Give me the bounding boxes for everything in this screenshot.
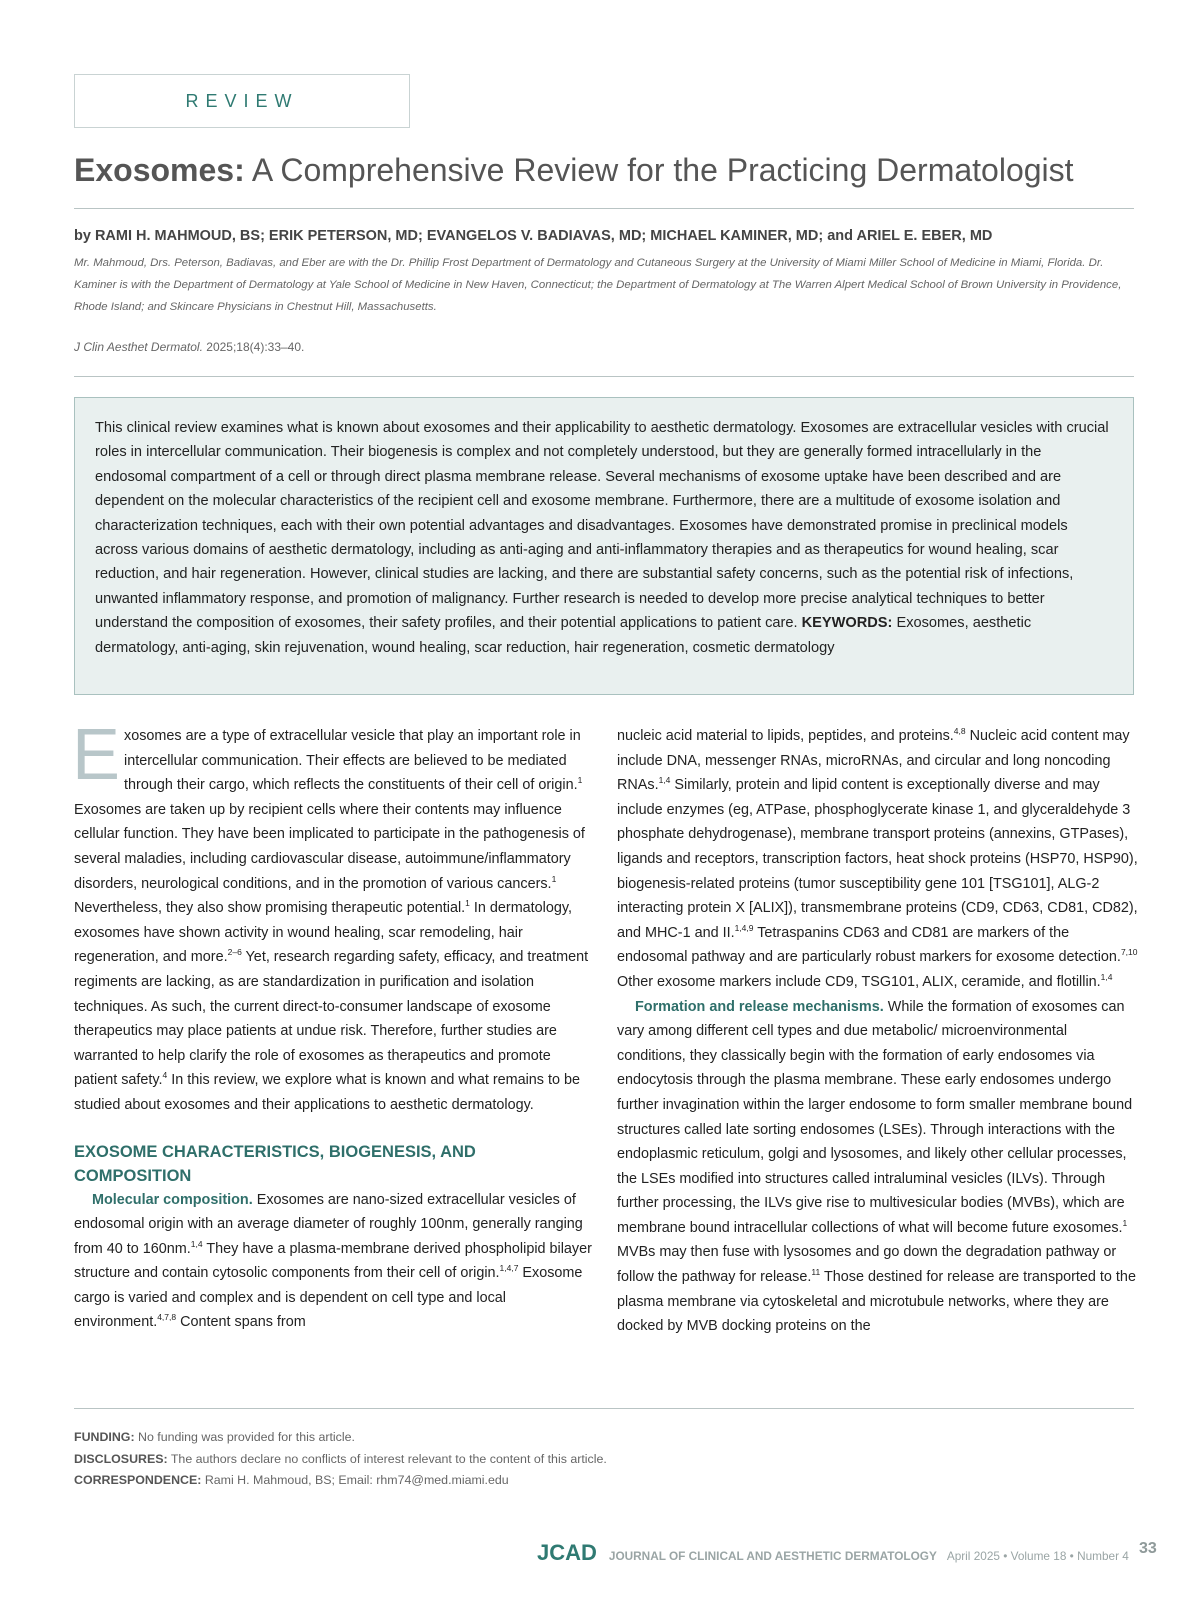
reference-superscript: 2–6 — [227, 947, 242, 958]
citation-journal: J Clin Aesthet Dermatol. — [74, 340, 203, 354]
composition-continued-paragraph — [617, 724, 1138, 995]
article-type-label: REVIEW — [185, 90, 299, 111]
article-title-rest: A Comprehensive Review for the Practicing Dermatologist — [244, 152, 1074, 188]
body-text: Other exosome markers include CD9, TSG101, ALIX, ceramide, and flotillin. — [617, 973, 1101, 990]
funding-text: No funding was provided for this article. — [134, 1430, 355, 1444]
keywords-label: KEYWORDS: — [801, 615, 893, 632]
body-text: xosomes are a type of extracellular vesicle that play an important role in intercellular communication. Their effects are believed to be mediated through their cargo, which reflects the constituents of their cell of origin. — [124, 728, 581, 794]
disclosures-text: The authors declare no conflicts of interest relevant to the content of this article. — [167, 1451, 607, 1466]
citation — [74, 340, 304, 354]
disclosures-note — [74, 1449, 607, 1471]
header-divider — [74, 376, 1134, 377]
body-text: Exosomes are taken up by recipient cells where their contents may influence cellular function. They have been implicated to participate in the pathogenesis of several maladies, including cardiovascular disease, autoimmune/inflammatory disorders, neurological conditions, and in the promotion of various cancers. — [74, 801, 585, 892]
article-type-label-box — [74, 74, 410, 128]
body-text: While the formation of exosomes can vary among different cell types and due metabolic/ microenvironmental conditions, they classically begin with the formation of early endosomes via endocytosis through the plasma membrane. These early endosomes undergo further invagination within the larger endosome to form smaller membrane bound structures called late sorting endosomes (LSEs). Through interactions with the endoplasmic reticulum, golgi and lysosomes, and likely other cellular processes, the LSEs modified into structures called intraluminal vesicles (ILVs). Through further processing, the ILVs give rise to multivesicular bodies (MVBs), which are membrane bound intracellular collections of what will become future exosomes. — [617, 998, 1133, 1236]
title-divider — [74, 208, 1134, 209]
body-text: Those destined for release are transported to the plasma membrane via cytoskeletal and microtubule networks, where they are docked by MVB docking proteins on the — [617, 1269, 1136, 1335]
body-text: MVBs may then fuse with lysosomes and go down the degradation pathway or follow the pathway for release. — [617, 1244, 1117, 1286]
article-title — [74, 150, 1134, 190]
funding-note — [74, 1427, 607, 1449]
body-text: Yet, research regarding safety, efficacy, and treatment regiments are lacking, as are standardization in purification and isolation techniques. As such, the current direct-to-consumer landscape of exosome therapeutics may place patients at undue risk. Therefore, further studies are warranted to help clarify the role of exosomes as therapeutics and promote patient safety. — [74, 949, 589, 1089]
reference-superscript: 1,4 — [1100, 972, 1113, 983]
footnote-divider — [74, 1408, 1134, 1409]
formation-paragraph — [617, 995, 1138, 1339]
disclosures-label: DISCLOSURES: — [74, 1451, 168, 1466]
reference-superscript: 1 — [1122, 1218, 1128, 1229]
funding-label: FUNDING: — [74, 1430, 135, 1444]
article-title-bold: Exosomes: — [74, 152, 245, 188]
molecular-composition-paragraph — [74, 1188, 594, 1336]
section-heading: EXOSOME CHARACTERISTICS, BIOGENESIS, AND COMPOSITION — [74, 1142, 476, 1185]
author-list: by RAMI H. MAHMOUD, BS; ERIK PETERSON, MD; EVANGELOS V. BADIAVAS, MD; MICHAEL KAMINER, MD; and ARIEL E. EBER, MD — [74, 228, 993, 244]
body-text: In dermatology, exosomes have shown activity in wound healing, scar remodeling, hair regeneration, and more. — [74, 900, 573, 966]
body-text: They have a plasma-membrane derived phospholipid bilayer structure and contain cytosolic components from their cell of origin. — [74, 1240, 592, 1282]
drop-cap: E — [72, 715, 121, 795]
subsection-heading: Molecular composition. — [92, 1191, 253, 1208]
page-footer — [537, 1540, 1157, 1566]
body-text: Similarly, protein and lipid content is exceptionally diverse and may include enzymes (eg, ATPase, phosphoglycerate kinase 1, and glyceraldehyde 3 phosphate dehydrogenase), membrane transport proteins (annexins, GTPases), ligands and receptors, transcription factors, heat shock proteins (HSP70, HSP90), biogenesis-related proteins (tumor susceptibility gene 101 [TSG101], ALG-2 interacting protein X [ALIX]), transmembrane proteins (CD9, CD63, CD81, CD82), and MHC-1 and II. — [617, 777, 1138, 941]
reference-superscript: 11 — [811, 1267, 821, 1278]
reference-superscript: 7,10 — [1120, 947, 1138, 958]
correspondence-note — [74, 1470, 607, 1492]
correspondence-text: Rami H. Mahmoud, BS; Email: rhm74@med.miami.edu — [201, 1473, 509, 1487]
journal-logo: JCAD — [537, 1540, 597, 1565]
reference-superscript: 4,8 — [953, 726, 966, 737]
keywords-list: Exosomes, aesthetic dermatology, anti-aging, skin rejuvenation, wound healing, scar reduction, hair regeneration, cosmetic dermatology — [95, 615, 1032, 656]
body-text: Content spans from — [176, 1314, 306, 1331]
reference-superscript: 1,4 — [190, 1238, 203, 1249]
reference-superscript: 1,4,7 — [499, 1263, 519, 1274]
intro-paragraph — [72, 715, 594, 1118]
body-text: nucleic acid material to lipids, peptides, and proteins. — [617, 728, 954, 744]
abstract-text: This clinical review examines what is known about exosomes and their applicability to aesthetic dermatology. Exosomes are extracellular vesicles with crucial roles in intercellular communication. Their biogenesis is complex and not completely understood, but they are generally formed intracellularly in the endosomal compartment of a cell or through direct plasma membrane release. Several mechanisms of exosome uptake have been described and are dependent on the molecular characteristics of the recipient cell and exosome membrane. Furthermore, there are a multitude of exosome isolation and characterization techniques, each with their own potential advantages and disadvantages. Exosomes have demonstrated promise in preclinical models across various domains of aesthetic dermatology, including as anti-aging and anti-inflammatory therapies and as therapeutics for wound healing, scar reduction, and hair regeneration. However, clinical studies are lacking, and there are substantial safety concerns, such as the potential risk of infections, unwanted inflammatory response, and promotion of malignancy. Further research is needed to develop more precise analytical techniques to better understand the composition of exosomes, their safety profiles, and their potential applications to patient care. — [95, 420, 1109, 632]
reference-superscript: 1,4,9 — [734, 922, 754, 933]
page-number: 33 — [1139, 1540, 1157, 1557]
reference-superscript: 1 — [551, 873, 557, 884]
body-text: Tetraspanins CD63 and CD81 are markers of the endosomal pathway and are particularly robust markers for exosome detection. — [617, 924, 1121, 966]
left-column — [72, 715, 594, 1335]
journal-issue: April 2025 • Volume 18 • Number 4 — [946, 1549, 1129, 1563]
body-text: Exosomes are nano-sized extracellular vesicles of endosomal origin with an average diameter of roughly 100nm, generally ranging from 40 to 160nm. — [74, 1191, 583, 1257]
body-text: Nevertheless, they also show promising therapeutic potential. — [74, 900, 466, 917]
reference-superscript: 1,4 — [658, 775, 671, 786]
subsection-heading: Formation and release mechanisms. — [635, 998, 884, 1015]
body-text: Exosome cargo is varied and complex and is dependent on cell type and local environment. — [74, 1265, 583, 1331]
body-text: In this review, we explore what is known and what remains to be studied about exosomes and their applications to aesthetic dermatology. — [74, 1072, 581, 1113]
reference-superscript: 4,7,8 — [157, 1312, 177, 1323]
reference-superscript: 1 — [465, 898, 470, 909]
author-affiliations: Mr. Mahmoud, Drs. Peterson, Badiavas, and Eber are with the Dr. Phillip Frost Department of Dermatology and Cutaneous Surgery at the University of Miami Miller School of Medicine in Miami, Florida. Dr. Kaminer is with the Department of Dermatology at Yale School of Medicine in New Haven, Connecticut; the Department of Dermatology at The Warren Alpert Medical School of Brown University in Providence, Rhode Island; and Skincare Physicians in Chestnut Hill, Massachusetts. — [74, 257, 1122, 313]
journal-name: JOURNAL OF CLINICAL AND AESTHETIC DERMATOLOGY — [608, 1549, 937, 1563]
citation-details: 2025;18(4):33–40. — [202, 340, 305, 354]
abstract-box — [74, 397, 1134, 695]
footnotes — [74, 1427, 607, 1492]
correspondence-label: CORRESPONDENCE: — [74, 1473, 202, 1487]
reference-superscript: 4 — [162, 1070, 168, 1081]
right-column — [617, 724, 1138, 1339]
body-text: Nucleic acid content may include DNA, messenger RNAs, microRNAs, and circular and long noncoding RNAs. — [617, 728, 1130, 794]
reference-superscript: 1 — [577, 775, 583, 786]
